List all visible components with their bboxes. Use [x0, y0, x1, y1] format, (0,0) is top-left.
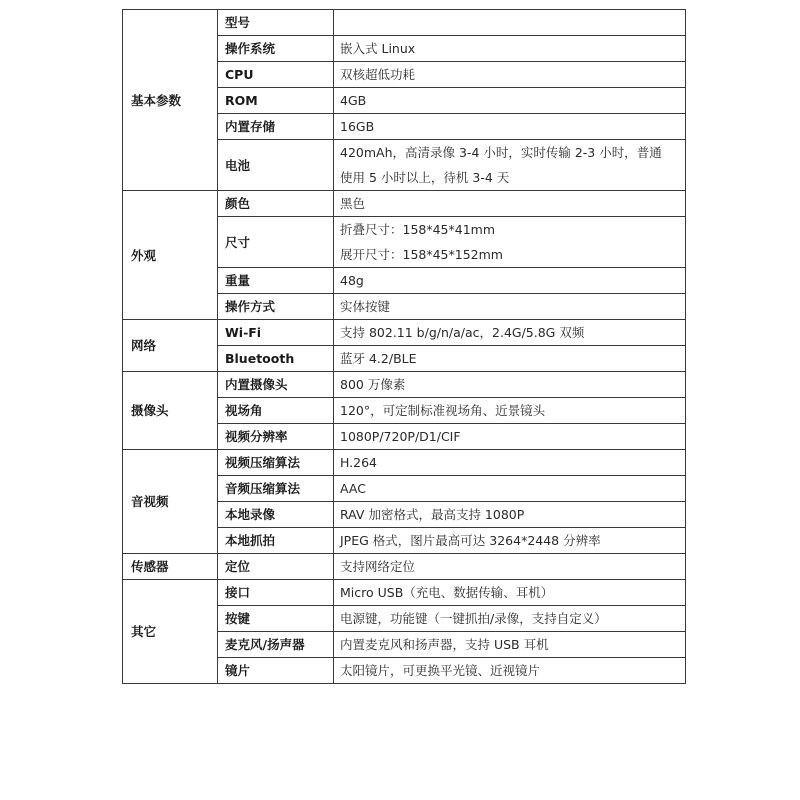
spec-value-line: 420mAh，高清录像 3-4 小时，实时传输 2-3 小时，普通: [340, 145, 662, 160]
spec-label: 接口: [218, 580, 334, 606]
spec-value-multiline: [334, 140, 686, 191]
spec-value: 支持网络定位: [334, 554, 686, 580]
spec-value-line: 展开尺寸：158*45*152mm: [340, 247, 503, 262]
spec-value: 120°，可定制标准视场角、近景镜头: [334, 398, 686, 424]
table-row: [123, 10, 686, 36]
spec-table: [122, 9, 686, 684]
spec-label: 尺寸: [218, 217, 334, 268]
spec-label: 本地抓拍: [218, 528, 334, 554]
spec-value: H.264: [334, 450, 686, 476]
spec-value: 实体按键: [334, 294, 686, 320]
category-cell-appearance: 外观: [123, 191, 218, 320]
spec-label: 按键: [218, 606, 334, 632]
spec-value-multiline: [334, 217, 686, 268]
spec-label: 本地录像: [218, 502, 334, 528]
spec-value: 蓝牙 4.2/BLE: [334, 346, 686, 372]
spec-label: Bluetooth: [218, 346, 334, 372]
spec-value: 800 万像素: [334, 372, 686, 398]
spec-label: 内置存储: [218, 114, 334, 140]
spec-value-line: 折叠尺寸：158*45*41mm: [340, 222, 496, 237]
table-row: [123, 320, 686, 346]
table-row: [123, 372, 686, 398]
spec-label: 型号: [218, 10, 334, 36]
table-row: [123, 580, 686, 606]
spec-label: Wi-Fi: [218, 320, 334, 346]
spec-value: 双核超低功耗: [334, 62, 686, 88]
spec-value: 内置麦克风和扬声器，支持 USB 耳机: [334, 632, 686, 658]
spec-value: Micro USB（充电、数据传输、耳机）: [334, 580, 686, 606]
spec-label: 视频压缩算法: [218, 450, 334, 476]
category-cell-camera: 摄像头: [123, 372, 218, 450]
category-cell-network: 网络: [123, 320, 218, 372]
spec-label: 视场角: [218, 398, 334, 424]
table-row: [123, 450, 686, 476]
category-cell-other: 其它: [123, 580, 218, 684]
spec-label: 麦克风/扬声器: [218, 632, 334, 658]
spec-value: 4GB: [334, 88, 686, 114]
table-row: [123, 554, 686, 580]
spec-label: 定位: [218, 554, 334, 580]
table-row: [123, 191, 686, 217]
spec-label: 重量: [218, 268, 334, 294]
spec-label: 操作方式: [218, 294, 334, 320]
spec-value-line: 使用 5 小时以上，待机 3-4 天: [340, 170, 510, 185]
spec-value: 48g: [334, 268, 686, 294]
spec-label: 操作系统: [218, 36, 334, 62]
spec-value: 黑色: [334, 191, 686, 217]
spec-label: CPU: [218, 62, 334, 88]
spec-value: 支持 802.11 b/g/n/a/ac，2.4G/5.8G 双频: [334, 320, 686, 346]
spec-label: 音频压缩算法: [218, 476, 334, 502]
category-cell-sensor: 传感器: [123, 554, 218, 580]
spec-label: 颜色: [218, 191, 334, 217]
spec-value: RAV 加密格式，最高支持 1080P: [334, 502, 686, 528]
spec-value: 1080P/720P/D1/CIF: [334, 424, 686, 450]
spec-label: ROM: [218, 88, 334, 114]
spec-label: 内置摄像头: [218, 372, 334, 398]
spec-value: 电源键，功能键（一键抓拍/录像，支持自定义）: [334, 606, 686, 632]
spec-value: 太阳镜片，可更换平光镜、近视镜片: [334, 658, 686, 684]
spec-value: AAC: [334, 476, 686, 502]
category-cell-basic: 基本参数: [123, 10, 218, 191]
spec-value: 嵌入式 Linux: [334, 36, 686, 62]
spec-value: JPEG 格式，图片最高可达 3264*2448 分辨率: [334, 528, 686, 554]
spec-label: 视频分辨率: [218, 424, 334, 450]
spec-value: [334, 10, 686, 36]
spec-label: 镜片: [218, 658, 334, 684]
category-cell-av: 音视频: [123, 450, 218, 554]
spec-label: 电池: [218, 140, 334, 191]
spec-value: 16GB: [334, 114, 686, 140]
